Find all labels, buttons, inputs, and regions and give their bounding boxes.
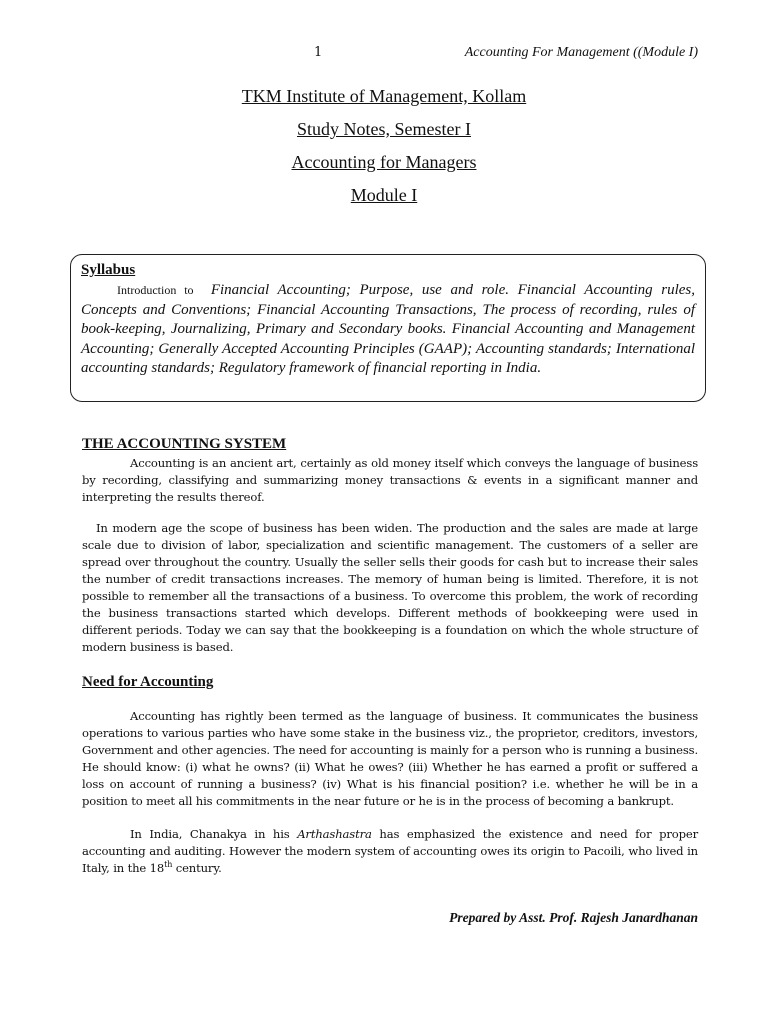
paragraph-modern-age: In modern age the scope of business has been widen. The production and the sales are made at large scale due to division of labor, specialization and scientific management. The customers of a seller are spread over throughout the country. Usually the seller sells their goods for cash but to increase their sales the number of credit transactions increases. The memory of human being is limited. Therefore, it is not possible to remember all the transactions of a business. To overcome this problem, the work of recording the business transactions started which develops. Different methods of bookkeeping were used in different periods. Today we can say that the bookkeeping is a foundation on which the whole structure of modern business is based. bbox=[82, 521, 698, 654]
title-module-text: Module I bbox=[350, 185, 418, 205]
arthashastra-title: Arthashastra bbox=[297, 827, 372, 841]
syllabus-text bbox=[81, 281, 695, 379]
syllabus-body: Financial Accounting; Purpose, use and role. Financial Accounting rules, Concepts and Conventions; Financial Accounting Transactions, The process of recording, rules of book-keeping, Journalizing, Primary and Secondary books. Financial Accounting and Management Accounting; Generally Accepted Accounting Principles (GAAP); Accounting standards; International accounting standards; Regulatory framework of financial reporting in India. bbox=[81, 282, 696, 376]
section-heading-accounting-system: THE ACCOUNTING SYSTEM bbox=[82, 436, 287, 452]
title-course-text: Accounting for Managers bbox=[291, 152, 477, 172]
section-heading-need-for-accounting: Need for Accounting bbox=[82, 674, 214, 690]
title-institute bbox=[0, 86, 768, 106]
title-course bbox=[0, 152, 768, 172]
ordinal-superscript: th bbox=[164, 860, 173, 870]
running-header-title: Accounting For Management ((Module I) bbox=[464, 45, 698, 60]
title-study-notes bbox=[0, 119, 768, 139]
title-study-notes-text: Study Notes, Semester I bbox=[297, 119, 471, 139]
paragraph-language-of-business: Accounting has rightly been termed as the language of business. It communicates the business operations to various parties who have some stake in the business viz., the proprietor, creditors, investors, Government and other agencies. The need for accounting is mainly for a person who is running a business. He should know: (i) what he owns? (ii) What he owes? (iii) Whether he has earned a profit or suffered a loss on account of running a business? (iv) What is his financial position? i.e. whether he will be in a position to meet all his commitments in the near future or he is in the process of becoming a bankrupt. bbox=[82, 709, 698, 808]
chanakya-text-middle: has emphasized the existence and need for proper accounting and auditing. However the modern system of accounting owes its origin to Pacoili, who lived in Italy, in the 18 bbox=[82, 827, 698, 875]
page-number: 1 bbox=[314, 45, 323, 60]
syllabus-intro: Introduction to bbox=[117, 283, 194, 297]
title-module bbox=[0, 185, 768, 205]
title-block bbox=[0, 86, 768, 218]
title-institute-text: TKM Institute of Management, Kollam bbox=[241, 86, 527, 106]
chanakya-text-start: In India, Chanakya in his bbox=[130, 827, 298, 841]
syllabus-heading: Syllabus bbox=[81, 262, 136, 278]
syllabus-box bbox=[70, 254, 706, 402]
chanakya-text-end: century. bbox=[172, 861, 222, 875]
paragraph-accounting-art: Accounting is an ancient art, certainly as old money itself which conveys the language of business by recording, classifying and summarizing money transactions & events in a significant manner and interpreting the results thereof. bbox=[82, 456, 698, 504]
paragraph-chanakya bbox=[82, 826, 698, 877]
footer-credit: Prepared by Asst. Prof. Rajesh Janardhanan bbox=[449, 910, 698, 925]
